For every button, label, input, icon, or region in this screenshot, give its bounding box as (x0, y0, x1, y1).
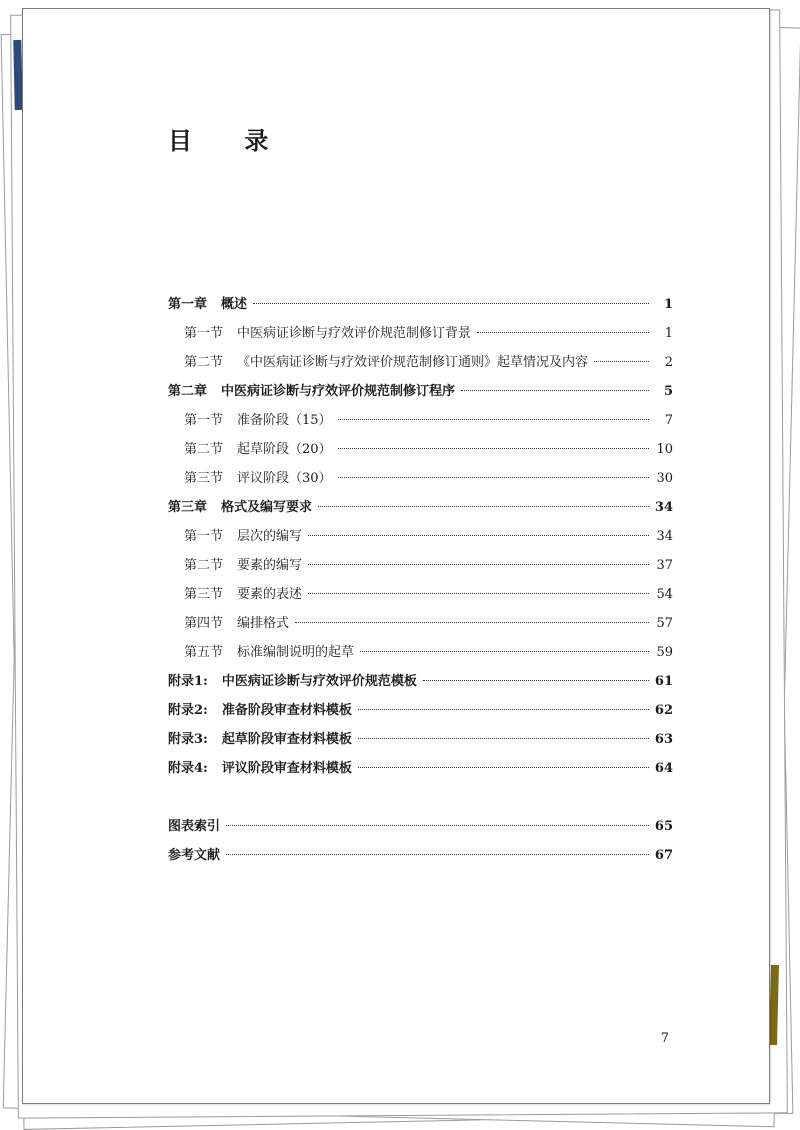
toc-entry-title: 起草阶段审查材料模板 (221, 732, 352, 747)
dot-leader (226, 854, 649, 855)
toc-entry[interactable] (168, 496, 673, 525)
toc-entry-title: 标准编制说明的起草 (237, 645, 355, 660)
toc-entry-number: 第三章 (168, 500, 208, 515)
toc-entry-page: 62 (654, 703, 673, 718)
toc-entry[interactable] (168, 351, 673, 380)
toc-entry[interactable] (168, 670, 673, 699)
toc-entry-title: 概述 (221, 297, 248, 312)
toc-entry-title: 层次的编写 (237, 529, 303, 544)
toc-entry[interactable] (168, 815, 673, 844)
toc-entry-title: 中医病证诊断与疗效评价规范制修订程序 (221, 384, 456, 399)
toc-entry-title: 中医病证诊断与疗效评价规范制修订背景 (237, 326, 472, 341)
toc-entry-number: 附录3: (168, 732, 208, 747)
toc-entry-page: 63 (654, 732, 673, 747)
toc-entry[interactable] (168, 612, 673, 641)
dot-leader (295, 622, 649, 623)
toc-entry-page: 10 (656, 442, 673, 457)
dot-leader (338, 419, 649, 420)
dot-leader (358, 767, 649, 768)
dot-leader (318, 506, 649, 507)
document-page (22, 8, 770, 1104)
toc-entry-title: 准备阶段（15） (237, 413, 332, 428)
toc-entry-title: 准备阶段审查材料模板 (221, 703, 352, 718)
toc-entry[interactable] (168, 467, 673, 496)
toc-entry[interactable] (168, 757, 673, 786)
toc-entry[interactable] (168, 293, 673, 322)
toc-entry-number: 第一节 (184, 413, 224, 428)
toc-entry-number: 第一节 (184, 326, 224, 341)
page-number: 7 (660, 1031, 669, 1046)
toc-entry-number: 第一节 (184, 529, 224, 544)
dot-leader (253, 303, 649, 304)
toc-entry-number: 第三节 (184, 587, 224, 602)
toc-entry-page: 2 (664, 355, 673, 370)
dot-leader (338, 448, 649, 449)
toc-entry-number: 附录1: (168, 674, 208, 689)
toc-entry-number: 第四节 (184, 616, 224, 631)
page-title: 目 录 (168, 127, 291, 155)
dot-leader (423, 680, 649, 681)
toc-entry-title: 图表索引 (168, 819, 221, 834)
toc-entry-page: 59 (656, 645, 673, 660)
toc-entry-number: 第三节 (184, 471, 224, 486)
toc-entry[interactable] (168, 641, 673, 670)
toc-entry-number: 附录4: (168, 761, 208, 776)
toc-entry[interactable] (168, 322, 673, 351)
toc-entry[interactable] (168, 438, 673, 467)
toc-entry[interactable] (168, 728, 673, 757)
toc-entry-number: 第一章 (168, 297, 208, 312)
toc-entry-page: 37 (656, 558, 673, 573)
toc-entry-number: 第二章 (168, 384, 208, 399)
toc-entry-page: 65 (654, 819, 673, 834)
toc-entry[interactable] (168, 554, 673, 583)
toc-entry-title: 格式及编写要求 (221, 500, 313, 515)
toc-entry-page: 67 (654, 848, 673, 863)
toc-entry-page: 57 (656, 616, 673, 631)
toc-entry-number: 第二节 (184, 442, 224, 457)
toc-entry-title: 评议阶段审查材料模板 (221, 761, 352, 776)
toc-entry-title: 要素的编写 (237, 558, 303, 573)
toc-entry-page: 30 (656, 471, 673, 486)
toc-entry-title: 参考文献 (168, 848, 221, 863)
dot-leader (461, 390, 649, 391)
toc-entry[interactable] (168, 699, 673, 728)
toc-entry-number: 附录2: (168, 703, 208, 718)
toc-entry-page: 1 (664, 326, 673, 341)
toc-entry-page: 5 (663, 384, 673, 399)
toc-entry-title: 要素的表述 (237, 587, 303, 602)
toc-entry-number: 第五节 (184, 645, 224, 660)
dot-leader (308, 564, 649, 565)
toc-entry-title: 《中医病证诊断与疗效评价规范制修订通则》起草情况及内容 (237, 355, 589, 370)
toc-entry[interactable] (168, 844, 673, 873)
dot-leader (594, 361, 649, 362)
toc-entry-page: 61 (654, 674, 673, 689)
toc-entry-page: 7 (664, 413, 673, 428)
toc-entry-page: 34 (654, 500, 673, 515)
toc-entry-title: 编排格式 (237, 616, 290, 631)
toc-entry-title: 评议阶段（30） (237, 471, 332, 486)
toc-entry-page: 54 (656, 587, 673, 602)
toc-entry-page: 1 (663, 297, 673, 312)
dot-leader (308, 593, 649, 594)
dot-leader (226, 825, 649, 826)
toc-entry[interactable] (168, 380, 673, 409)
dot-leader (358, 709, 649, 710)
dot-leader (358, 738, 649, 739)
dot-leader (477, 332, 649, 333)
toc-entry-page: 64 (654, 761, 673, 776)
toc-entry[interactable] (168, 583, 673, 612)
toc-entry-number: 第二节 (184, 355, 224, 370)
toc-entry-number: 第二节 (184, 558, 224, 573)
toc-entry-title: 中医病证诊断与疗效评价规范模板 (221, 674, 417, 689)
toc-entry[interactable] (168, 525, 673, 554)
toc-entry-title: 起草阶段（20） (237, 442, 332, 457)
dot-leader (308, 535, 649, 536)
dot-leader (338, 477, 649, 478)
table-of-contents (168, 293, 673, 873)
dot-leader (360, 651, 649, 652)
toc-entry-page: 34 (656, 529, 673, 544)
toc-entry[interactable] (168, 409, 673, 438)
